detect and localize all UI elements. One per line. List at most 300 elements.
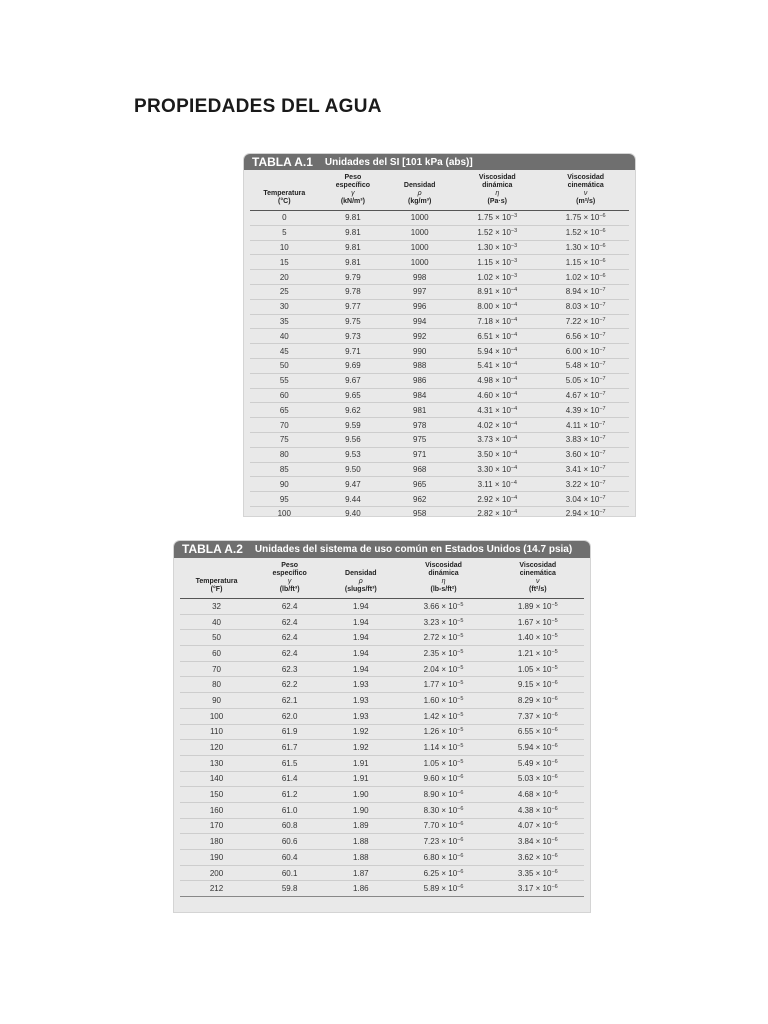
cell-temperature: [180, 630, 253, 646]
cell-kinematic-viscosity-value: 6.00 × 10: [565, 346, 600, 356]
cell-kinematic-viscosity-exponent: −6: [599, 228, 606, 235]
cell-density-value: 981: [413, 405, 427, 415]
cell-specific-weight: [253, 724, 326, 740]
cell-dynamic-viscosity-exponent: −6: [457, 852, 464, 859]
cell-density: [326, 787, 395, 803]
cell-specific-weight: [253, 708, 326, 724]
cell-temperature: [180, 599, 253, 615]
cell-specific-weight: [253, 661, 326, 677]
cell-specific-weight: [253, 693, 326, 709]
cell-specific-weight: [253, 599, 326, 615]
cell-dynamic-viscosity: [395, 724, 491, 740]
cell-density-value: 1.94: [353, 648, 369, 658]
cell-kinematic-viscosity-value: 3.04 × 10: [565, 494, 600, 504]
table-row: [180, 708, 584, 724]
cell-kinematic-viscosity-value: 5.03 × 10: [517, 774, 552, 784]
table-a1: [244, 154, 635, 516]
cell-kinematic-viscosity-exponent: −6: [551, 837, 558, 844]
cell-dynamic-viscosity: [395, 850, 491, 866]
table-row: [180, 599, 584, 615]
cell-kinematic-viscosity-exponent: −6: [551, 821, 558, 828]
cell-dynamic-viscosity-exponent: −5: [457, 695, 464, 702]
col-temperature: [250, 170, 319, 211]
cell-kinematic-viscosity-value: 1.67 × 10: [517, 617, 552, 627]
cell-density-value: 1.88: [353, 852, 369, 862]
cell-kinematic-viscosity: [492, 724, 584, 740]
cell-dynamic-viscosity: [395, 787, 491, 803]
cell-specific-weight-value: 62.4: [281, 633, 298, 643]
cell-kinematic-viscosity: [542, 344, 629, 359]
cell-dynamic-viscosity: [452, 255, 542, 270]
cell-temperature: [180, 771, 253, 787]
cell-specific-weight-value: 61.9: [281, 727, 298, 737]
cell-dynamic-viscosity-value: 1.26 × 10: [423, 727, 458, 737]
cell-dynamic-viscosity-value: 3.66 × 10: [423, 601, 458, 611]
cell-dynamic-viscosity-value: 1.02 × 10: [477, 272, 511, 282]
cell-temperature: [250, 225, 319, 240]
cell-temperature-value: 75: [279, 435, 289, 445]
table-row: [180, 724, 584, 740]
cell-density: [387, 284, 452, 299]
col-density-name: Densidad: [403, 182, 436, 189]
cell-density-value: 1.90: [353, 790, 369, 800]
col-temperature-unit: (°F): [210, 586, 223, 593]
cell-temperature-value: 180: [209, 837, 224, 847]
table-row: [250, 211, 629, 226]
cell-kinematic-viscosity-value: 5.05 × 10: [565, 376, 600, 386]
cell-kinematic-viscosity-value: 3.84 × 10: [517, 837, 552, 847]
col-kinematic-viscosity: [542, 170, 629, 211]
col-kinematic-viscosity-name1: Viscosidad: [519, 562, 557, 569]
cell-kinematic-viscosity-exponent: −7: [599, 405, 606, 412]
cell-dynamic-viscosity: [395, 677, 491, 693]
cell-kinematic-viscosity-value: 3.41 × 10: [565, 464, 600, 474]
cell-dynamic-viscosity-exponent: −4: [510, 316, 518, 323]
cell-specific-weight: [319, 447, 388, 462]
cell-specific-weight: [253, 834, 326, 850]
cell-temperature-value: 150: [209, 790, 224, 800]
col-temperature-name: Temperatura: [195, 578, 238, 585]
cell-density: [326, 677, 395, 693]
cell-specific-weight-value: 9.81: [345, 213, 361, 223]
cell-kinematic-viscosity: [542, 225, 629, 240]
cell-specific-weight: [319, 329, 388, 344]
cell-kinematic-viscosity: [542, 477, 629, 492]
col-temperature-unit: (°C): [278, 198, 291, 205]
cell-dynamic-viscosity-value: 3.50 × 10: [477, 450, 511, 460]
cell-temperature: [180, 787, 253, 803]
cell-temperature-value: 30: [279, 302, 289, 312]
col-density: [326, 558, 395, 599]
cell-specific-weight: [253, 850, 326, 866]
cell-kinematic-viscosity-value: 1.75 × 10: [565, 213, 600, 223]
col-specific-weight-name2: específico: [272, 570, 307, 577]
cell-kinematic-viscosity-exponent: −7: [599, 464, 606, 471]
cell-kinematic-viscosity: [542, 403, 629, 418]
cell-kinematic-viscosity-exponent: −5: [551, 633, 558, 640]
cell-kinematic-viscosity-exponent: −7: [599, 420, 606, 427]
cell-density-value: 1.90: [353, 805, 369, 815]
cell-dynamic-viscosity-value: 1.77 × 10: [423, 680, 458, 690]
cell-kinematic-viscosity: [542, 284, 629, 299]
cell-specific-weight-value: 9.50: [345, 464, 361, 474]
cell-density-value: 971: [413, 450, 427, 460]
col-specific-weight-name2: específico: [335, 182, 371, 189]
cell-specific-weight-value: 9.65: [345, 390, 361, 400]
cell-dynamic-viscosity-exponent: −5: [457, 727, 464, 734]
cell-kinematic-viscosity-value: 1.30 × 10: [565, 242, 600, 252]
cell-specific-weight-value: 62.2: [281, 680, 298, 690]
cell-dynamic-viscosity-value: 1.60 × 10: [423, 695, 458, 705]
cell-temperature-value: 85: [279, 464, 289, 474]
col-kinematic-viscosity-name2: cinemática: [519, 570, 556, 577]
cell-dynamic-viscosity-value: 8.30 × 10: [423, 805, 458, 815]
cell-density-value: 958: [413, 509, 427, 516]
cell-specific-weight: [319, 403, 388, 418]
cell-density: [326, 724, 395, 740]
cell-specific-weight-value: 9.78: [345, 287, 361, 297]
cell-dynamic-viscosity-value: 1.42 × 10: [423, 711, 458, 721]
cell-dynamic-viscosity-exponent: −6: [457, 805, 464, 812]
cell-dynamic-viscosity: [395, 646, 491, 662]
cell-density: [326, 771, 395, 787]
cell-kinematic-viscosity-exponent: −7: [599, 509, 606, 516]
col-temperature-name: Temperatura: [263, 190, 306, 197]
cell-density: [387, 432, 452, 447]
cell-kinematic-viscosity: [492, 865, 584, 881]
col-kinematic-viscosity-unit: (m²/s): [576, 198, 596, 205]
col-dynamic-viscosity-symbol: η: [441, 578, 446, 585]
cell-kinematic-viscosity-exponent: −6: [551, 680, 558, 687]
cell-kinematic-viscosity-value: 2.94 × 10: [565, 509, 600, 516]
cell-temperature: [180, 646, 253, 662]
page-title: PROPIEDADES DEL AGUA: [134, 96, 382, 117]
cell-kinematic-viscosity-value: 5.48 × 10: [565, 361, 600, 371]
cell-temperature-value: 0: [282, 213, 287, 223]
cell-density-value: 1000: [410, 213, 429, 223]
cell-dynamic-viscosity-exponent: −4: [510, 405, 518, 412]
table-row: [180, 802, 584, 818]
cell-density: [326, 630, 395, 646]
cell-density-value: 1.94: [353, 601, 369, 611]
cell-dynamic-viscosity-exponent: −5: [457, 680, 464, 687]
cell-dynamic-viscosity-value: 3.30 × 10: [477, 464, 511, 474]
cell-kinematic-viscosity: [492, 614, 584, 630]
table-a2-body: [180, 599, 584, 897]
cell-dynamic-viscosity-exponent: −4: [510, 376, 518, 383]
cell-density-value: 968: [413, 464, 427, 474]
cell-kinematic-viscosity: [542, 314, 629, 329]
cell-kinematic-viscosity: [492, 630, 584, 646]
table-row: [250, 477, 629, 492]
col-kinematic-viscosity-name2: cinemática: [567, 182, 604, 189]
cell-dynamic-viscosity-value: 4.02 × 10: [477, 420, 511, 430]
cell-dynamic-viscosity-exponent: −4: [510, 331, 518, 338]
cell-specific-weight-value: 9.67: [345, 376, 361, 386]
cell-temperature-value: 80: [279, 450, 289, 460]
cell-density-value: 1.94: [353, 617, 369, 627]
cell-dynamic-viscosity: [452, 299, 542, 314]
table-row: [180, 881, 584, 897]
cell-dynamic-viscosity: [452, 329, 542, 344]
cell-temperature-value: 50: [279, 361, 289, 371]
cell-temperature-value: 40: [212, 617, 221, 627]
table-a2-header: [174, 541, 590, 558]
cell-specific-weight: [319, 432, 388, 447]
cell-kinematic-viscosity-exponent: −6: [599, 257, 606, 264]
cell-specific-weight: [319, 225, 388, 240]
col-kinematic-viscosity-unit: (ft²/s): [529, 586, 547, 593]
cell-specific-weight: [319, 270, 388, 285]
cell-specific-weight: [319, 506, 388, 516]
cell-dynamic-viscosity-value: 5.41 × 10: [477, 361, 511, 371]
cell-dynamic-viscosity-exponent: −6: [457, 790, 464, 797]
table-row: [250, 284, 629, 299]
cell-specific-weight: [253, 865, 326, 881]
cell-density: [326, 802, 395, 818]
table-row: [250, 270, 629, 285]
table-row: [250, 240, 629, 255]
cell-dynamic-viscosity: [452, 314, 542, 329]
cell-kinematic-viscosity-exponent: −6: [551, 852, 558, 859]
cell-kinematic-viscosity-exponent: −7: [599, 287, 606, 294]
cell-density: [387, 506, 452, 516]
table-row: [250, 403, 629, 418]
cell-temperature-value: 5: [282, 228, 287, 238]
cell-specific-weight: [253, 787, 326, 803]
cell-dynamic-viscosity: [452, 358, 542, 373]
cell-density-value: 1.86: [353, 884, 369, 894]
cell-dynamic-viscosity-value: 8.91 × 10: [477, 287, 511, 297]
cell-temperature-value: 20: [279, 272, 289, 282]
cell-dynamic-viscosity-exponent: −4: [510, 509, 518, 516]
cell-dynamic-viscosity: [452, 284, 542, 299]
cell-dynamic-viscosity-value: 5.89 × 10: [423, 884, 458, 894]
cell-density-value: 978: [413, 420, 427, 430]
table-row: [180, 755, 584, 771]
cell-density: [387, 418, 452, 433]
cell-specific-weight-value: 62.0: [281, 711, 298, 721]
cell-temperature-value: 160: [209, 805, 224, 815]
cell-temperature-value: 55: [279, 376, 289, 386]
cell-specific-weight-value: 61.0: [281, 805, 298, 815]
cell-kinematic-viscosity-value: 3.60 × 10: [565, 450, 600, 460]
cell-temperature: [250, 255, 319, 270]
cell-kinematic-viscosity-value: 4.11 × 10: [566, 420, 600, 430]
cell-specific-weight: [253, 755, 326, 771]
cell-dynamic-viscosity-exponent: −4: [510, 479, 517, 486]
cell-temperature: [180, 614, 253, 630]
cell-density-value: 986: [413, 376, 427, 386]
cell-density: [387, 211, 452, 226]
cell-temperature-value: 140: [209, 774, 224, 784]
cell-dynamic-viscosity-value: 8.00 × 10: [477, 302, 511, 312]
table-a2-label: TABLA A.2: [182, 542, 243, 556]
table-a1-header: [244, 154, 635, 170]
cell-density: [387, 255, 452, 270]
cell-temperature-value: 80: [212, 680, 221, 690]
cell-kinematic-viscosity-exponent: −5: [551, 648, 558, 655]
table-a1-label: TABLA A.1: [252, 155, 313, 169]
cell-dynamic-viscosity-exponent: −4: [510, 361, 518, 368]
cell-dynamic-viscosity-value: 8.90 × 10: [423, 790, 458, 800]
cell-density-value: 1000: [410, 228, 429, 238]
cell-temperature-value: 170: [209, 821, 224, 831]
cell-specific-weight-value: 61.2: [281, 790, 298, 800]
col-dynamic-viscosity-unit: (lb-s/ft²): [430, 586, 457, 593]
cell-specific-weight: [253, 881, 326, 897]
cell-kinematic-viscosity: [542, 373, 629, 388]
cell-temperature: [250, 344, 319, 359]
cell-specific-weight-value: 62.4: [281, 648, 298, 658]
cell-density: [387, 329, 452, 344]
cell-kinematic-viscosity: [492, 787, 584, 803]
table-a1-body: [250, 211, 629, 517]
cell-kinematic-viscosity: [542, 506, 629, 516]
col-density: [387, 170, 452, 211]
cell-kinematic-viscosity-value: 7.22 × 10: [565, 316, 600, 326]
cell-kinematic-viscosity: [542, 329, 629, 344]
cell-specific-weight: [253, 818, 326, 834]
col-density-name: Densidad: [345, 570, 377, 577]
cell-density: [326, 865, 395, 881]
cell-kinematic-viscosity-value: 4.07 × 10: [517, 821, 552, 831]
cell-dynamic-viscosity-value: 6.80 × 10: [423, 852, 458, 862]
cell-specific-weight: [253, 740, 326, 756]
cell-kinematic-viscosity-exponent: −6: [599, 242, 606, 249]
cell-temperature: [180, 677, 253, 693]
cell-temperature-value: 15: [279, 257, 289, 267]
cell-dynamic-viscosity-value: 7.70 × 10: [423, 821, 458, 831]
cell-density: [387, 299, 452, 314]
table-row: [180, 693, 584, 709]
cell-kinematic-viscosity-value: 5.94 × 10: [517, 743, 552, 753]
cell-density-value: 1.87: [353, 868, 369, 878]
cell-temperature: [250, 373, 319, 388]
cell-dynamic-viscosity-exponent: −6: [457, 868, 464, 875]
cell-dynamic-viscosity-value: 3.11 × 10: [477, 479, 511, 489]
cell-density: [387, 240, 452, 255]
cell-dynamic-viscosity-exponent: −5: [457, 617, 464, 624]
cell-temperature: [250, 477, 319, 492]
cell-dynamic-viscosity-exponent: −5: [457, 711, 464, 718]
cell-kinematic-viscosity: [542, 255, 629, 270]
cell-temperature: [250, 358, 319, 373]
cell-temperature-value: 70: [279, 420, 289, 430]
cell-specific-weight: [253, 630, 326, 646]
cell-temperature: [250, 432, 319, 447]
cell-kinematic-viscosity-exponent: −7: [599, 479, 606, 486]
cell-dynamic-viscosity-value: 2.04 × 10: [423, 664, 458, 674]
table-row: [180, 771, 584, 787]
cell-kinematic-viscosity: [492, 850, 584, 866]
cell-kinematic-viscosity-value: 1.21 × 10: [517, 648, 552, 658]
cell-kinematic-viscosity-exponent: −7: [599, 494, 606, 501]
cell-dynamic-viscosity-exponent: −4: [510, 390, 518, 397]
cell-specific-weight-value: 9.69: [345, 361, 361, 371]
col-density-unit: (slugs/ft³): [344, 586, 377, 593]
cell-temperature: [250, 270, 319, 285]
cell-density-value: 1.93: [353, 695, 369, 705]
cell-kinematic-viscosity: [492, 740, 584, 756]
cell-dynamic-viscosity-exponent: −5: [457, 743, 464, 750]
cell-specific-weight-value: 60.4: [281, 852, 298, 862]
cell-density-value: 1000: [410, 257, 429, 267]
cell-specific-weight: [253, 646, 326, 662]
col-specific-weight-symbol: γ: [287, 578, 292, 585]
cell-density-value: 975: [413, 435, 427, 445]
cell-kinematic-viscosity-exponent: −6: [551, 711, 558, 718]
cell-dynamic-viscosity-exponent: −4: [510, 494, 518, 501]
table-a2-grid: [180, 558, 584, 897]
cell-kinematic-viscosity-value: 8.94 × 10: [565, 287, 600, 297]
col-specific-weight-unit: (lb/ft³): [279, 586, 300, 593]
cell-temperature-value: 110: [210, 727, 223, 737]
cell-dynamic-viscosity-value: 7.18 × 10: [477, 316, 511, 326]
cell-specific-weight: [319, 462, 388, 477]
cell-dynamic-viscosity-value: 1.75 × 10: [477, 213, 511, 223]
cell-kinematic-viscosity: [492, 646, 584, 662]
cell-dynamic-viscosity-exponent: −4: [510, 464, 518, 471]
cell-temperature-value: 200: [209, 868, 224, 878]
col-specific-weight: [253, 558, 326, 599]
cell-kinematic-viscosity-exponent: −6: [551, 727, 558, 734]
cell-kinematic-viscosity: [542, 418, 629, 433]
cell-temperature-value: 100: [209, 711, 224, 721]
col-dynamic-viscosity-name1: Viscosidad: [425, 562, 462, 569]
col-dynamic-viscosity-name2: dinámica: [482, 182, 513, 189]
cell-temperature-value: 100: [277, 509, 291, 516]
cell-specific-weight: [253, 614, 326, 630]
cell-dynamic-viscosity: [395, 614, 491, 630]
cell-dynamic-viscosity-value: 1.52 × 10: [477, 228, 511, 238]
cell-dynamic-viscosity: [395, 661, 491, 677]
cell-temperature: [250, 506, 319, 516]
cell-dynamic-viscosity-value: 4.98 × 10: [477, 376, 511, 386]
cell-kinematic-viscosity-value: 1.52 × 10: [565, 228, 600, 238]
cell-dynamic-viscosity-exponent: −4: [510, 302, 518, 309]
col-temperature: [180, 558, 253, 599]
col-dynamic-viscosity-name2: dinámica: [428, 570, 459, 577]
col-kinematic-viscosity: [492, 558, 584, 599]
cell-kinematic-viscosity-exponent: −6: [551, 695, 558, 702]
cell-dynamic-viscosity: [395, 771, 491, 787]
cell-dynamic-viscosity-exponent: −5: [457, 601, 464, 608]
cell-temperature: [250, 388, 319, 403]
cell-density-value: 1.94: [353, 664, 369, 674]
cell-specific-weight-value: 62.3: [281, 664, 298, 674]
cell-temperature-value: 25: [279, 287, 289, 297]
cell-dynamic-viscosity: [395, 881, 491, 897]
cell-kinematic-viscosity-exponent: −5: [551, 664, 558, 671]
cell-kinematic-viscosity: [542, 270, 629, 285]
cell-dynamic-viscosity: [395, 693, 491, 709]
cell-temperature-value: 60: [212, 648, 221, 658]
table-row: [180, 630, 584, 646]
cell-dynamic-viscosity: [452, 373, 542, 388]
cell-kinematic-viscosity-exponent: −7: [599, 316, 606, 323]
table-row: [250, 358, 629, 373]
cell-dynamic-viscosity-value: 7.23 × 10: [423, 837, 458, 847]
cell-dynamic-viscosity: [395, 708, 491, 724]
cell-density-value: 1.92: [353, 727, 369, 737]
cell-specific-weight-value: 9.79: [345, 272, 361, 282]
cell-temperature-value: 40: [279, 331, 289, 341]
cell-density: [387, 462, 452, 477]
cell-temperature: [180, 834, 253, 850]
col-kinematic-viscosity-symbol: ν: [583, 190, 588, 197]
cell-dynamic-viscosity: [395, 740, 491, 756]
